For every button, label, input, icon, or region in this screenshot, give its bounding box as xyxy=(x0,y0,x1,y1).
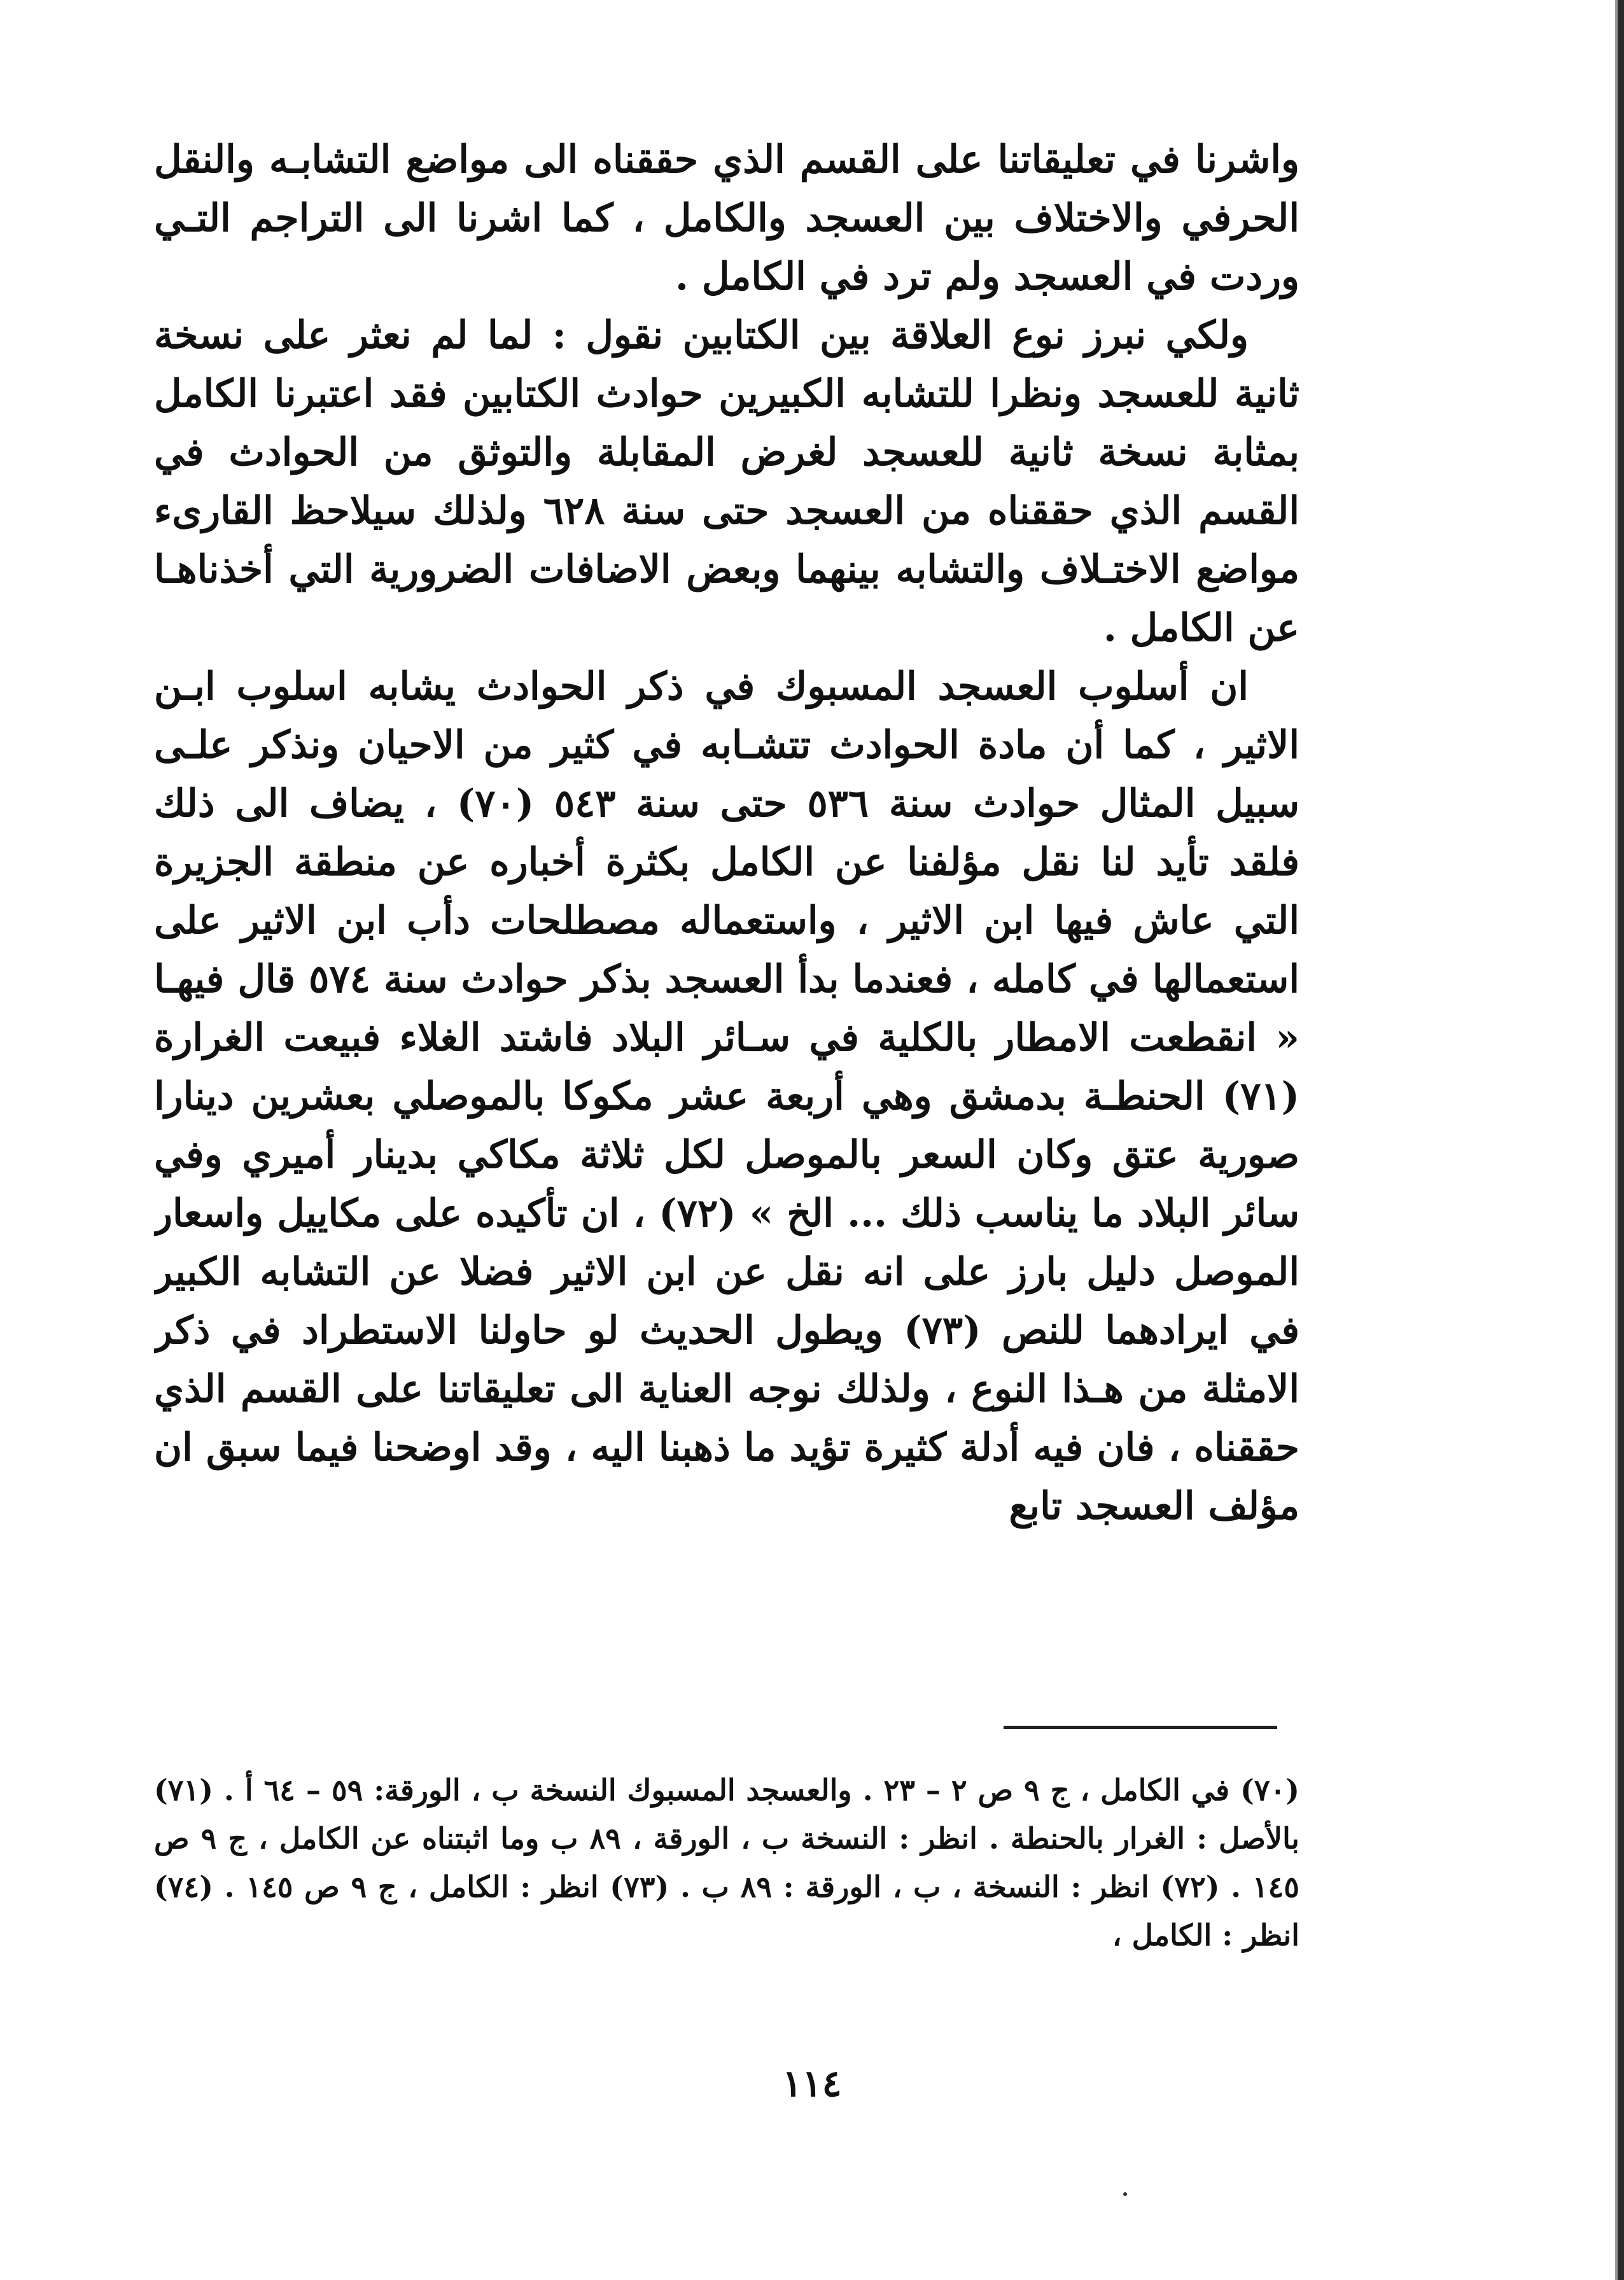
footnotes-section xyxy=(154,1766,1299,1995)
main-text-body xyxy=(154,130,1299,1702)
footnotes-text: (٧٠) في الكامل ، ج ٩ ص ٢ – ٢٣ . والعسجد المسبوك النسخة ب ، الورقة: ٥٩ – ٦٤ أ . (٧١) بالأصل : الغرار بالحنطة . انظر : النسخة ب ، الورقة ، ٨٩ ب وما اثبتناه عن الكامل ، ج ٩ ص ١٤٥ . (٧٢) انظر : النسخة ، ب ، الورقة : ٨٩ ب . (٧٣) انظر : الكامل ، ج ٩ ص ١٤٥ . (٧٤) انظر : الكامل ، xyxy=(154,1773,1299,1952)
body-paragraph-2: ولكي نبرز نوع العلاقة بين الكتابين نقول : لما لم نعثر على نسخة ثانية للعسجد ونظرا للتشابه الكبيرين حوادث الكتابين فقد اعتبرنا الكامل بمثابة نسخة ثانية للعسجد لغرض المقابلة والتوثق من الحوادث في القسم الذي حققناه من العسجد حتى سنة ٦٢٨ ولذلك سيلاحظ القارىء مواضع الاختـلاف والتشابه بينهما وبعض الاضافات الضرورية التي أخذناهـا عن الكامل . xyxy=(154,313,1299,650)
body-paragraph-3: ان أسلوب العسجد المسبوك في ذكر الحوادث يشابه اسلوب ابـن الاثير ، كما أن مادة الحوادث تتشـابه في كثير من الاحيان ونذكر علـى سبيل المثال حوادث سنة ٥٣٦ حتى سنة ٥٤٣ (٧٠) ، يضاف الى ذلك فلقد تأيد لنا نقل مؤلفنا عن الكامل بكثرة أخباره عن منطقة الجزيرة التي عاش فيها ابن الاثير ، واستعماله مصطلحات دأب ابن الاثير على استعمالها في كامله ، فعندما بدأ العسجد بذكر حوادث سنة ٥٧٤ قال فيهـا « انقطعت الامطار بالكلية في سـائر البلاد فاشتد الغلاء فبيعت الغرارة (٧١) الحنطـة بدمشق وهي أربعة عشر مكوكا بالموصلي بعشرين دينارا صورية عتق وكان السعر بالموصل لكل ثلاثة مكاكي بدينار أميري وفي سائر البلاد ما يناسب ذلك ... الخ » (٧٢) ، ان تأكيده على مكاييل واسعار الموصل دليل بارز على انه نقل عن ابن الاثير فضلا عن التشابه الكبير في ايرادهما للنص (٧٣) ويطول الحديث لو حاولنا الاستطراد في ذكر الامثلة من هـذا النوع ، ولذلك نوجه العناية الى تعليقاتنا على القسم الذي حققناه ، فان فيه أدلة كثيرة تؤيد ما ذهبنا اليه ، وقد اوضحنا فيما سبق ان مؤلف العسجد تابع xyxy=(154,664,1299,1528)
scan-speck xyxy=(1123,2192,1127,2196)
scanned-page-edge-shadow xyxy=(1615,0,1618,2280)
footnote-separator xyxy=(1004,1726,1277,1729)
page-number: ١١٤ xyxy=(782,2062,842,2105)
scanned-page-edge xyxy=(1618,0,1624,2280)
body-paragraph-1: واشرنا في تعليقاتنا على القسم الذي حققناه الى مواضع التشابـه والنقل الحرفي والاختلاف بين العسجد والكامل ، كما اشرنا الى التراجم التـي وردت في العسجد ولم ترد في الكامل . xyxy=(154,137,1299,299)
